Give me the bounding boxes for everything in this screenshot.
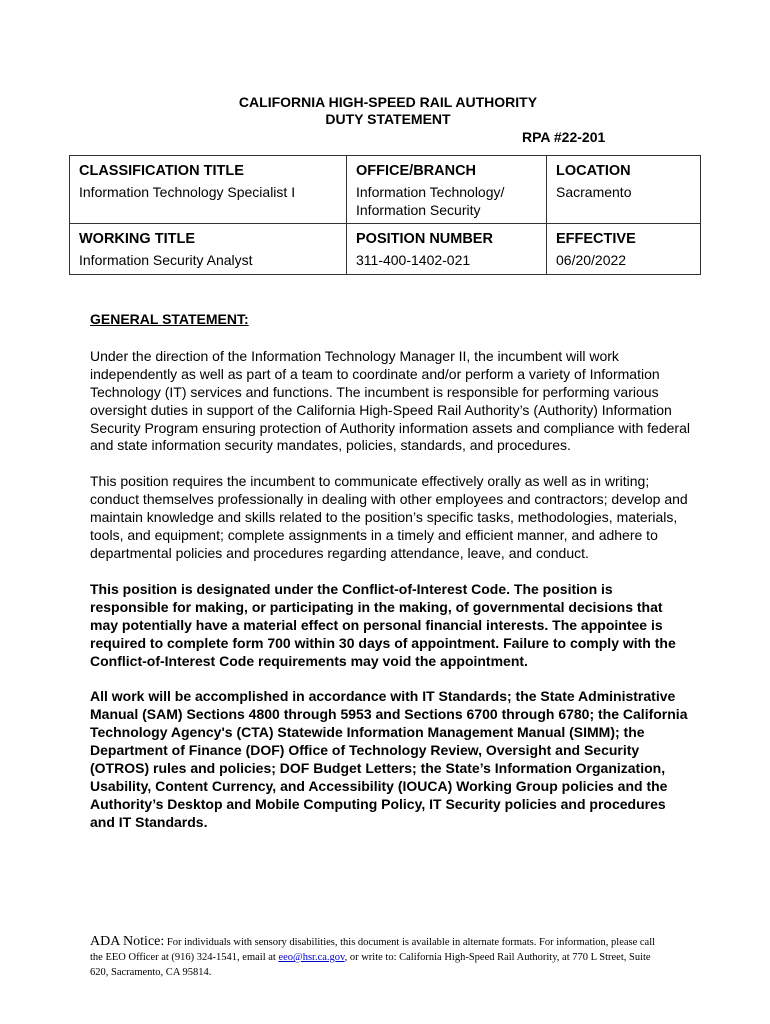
effective-label: EFFECTIVE <box>556 231 636 247</box>
office-branch-cell <box>347 156 547 224</box>
rpa-number: RPA #22-201 <box>522 129 606 145</box>
it-standards-paragraph: All work will be accomplished in accordance with IT Standards; the State Administrative Manual (SAM) Sections 4800 through 5953 and Sections 6700 through 6780; the California Technology Agency's (CTA) Statewide Information Management Manual (SIMM); the Department of Finance (DOF) Office of Technology Review, Oversight and Security (OTROS) rules and policies; DOF Budget Letters; the State’s Information Organization, Usability, Content Currency, and Accessibility (IOUCA) Working Group policies and the Authority’s Desktop and Mobile Computing Policy, IT Security policies and procedures and IT Standards. <box>90 688 688 830</box>
working-title-label: WORKING TITLE <box>79 231 195 247</box>
effective-value: 06/20/2022 <box>556 252 627 268</box>
ada-notice <box>90 934 665 980</box>
working-title-value: Information Security Analyst <box>79 252 253 268</box>
info-row-2 <box>70 224 701 275</box>
eeo-email-link[interactable]: eeo@hsr.ca.gov <box>278 952 345 963</box>
info-row-1 <box>70 156 701 224</box>
document-header <box>0 94 770 128</box>
location-label: LOCATION <box>556 163 631 179</box>
general-statement-paragraph-1: Under the direction of the Information Technology Manager II, the incumbent will work independently as well as part of a team to coordinate and/or perform a variety of Information Technology (IT) services and functions. The incumbent is responsible for performing various oversight duties in support of the California High-Speed Rail Authority’s (Authority) Information Security Program ensuring protection of Authority information assets and compliance with federal and state information security mandates, policies, standards, and procedures. <box>90 347 690 454</box>
position-number-cell <box>347 224 547 275</box>
document-title: DUTY STATEMENT <box>325 111 451 127</box>
classification-title-value: Information Technology Specialist I <box>79 184 296 200</box>
ada-notice-text-2: , or write to: California High-Speed Rail Authority, at 770 L Street, Suite 620, Sacramento, CA 95814. <box>90 952 651 978</box>
general-statement-section <box>90 311 690 850</box>
ada-notice-title: ADA Notice: <box>90 934 165 949</box>
general-statement-paragraph-2: This position requires the incumbent to communicate effectively orally as well as in writing; conduct themselves professionally in dealing with other employees and contractors; develop and maintain knowledge and skills related to the position’s specific tasks, methodologies, materials, tools, and equipment; complete assignments in a timely and efficient manner, and adhere to departmental policies and procedures regarding attendance, leave, and conduct. <box>90 473 688 561</box>
ada-notice-text-1: For individuals with sensory disabilities, this document is available in alternate formats. For information, please call the EEO Officer at (916) 324-1541, email at <box>90 937 656 963</box>
effective-cell <box>547 224 701 275</box>
location-value: Sacramento <box>556 184 632 200</box>
classification-title-cell <box>70 156 347 224</box>
organization-name: CALIFORNIA HIGH-SPEED RAIL AUTHORITY <box>238 94 538 110</box>
position-number-value: 311-400-1402-021 <box>356 252 471 268</box>
classification-title-label: CLASSIFICATION TITLE <box>79 163 244 179</box>
office-branch-label: OFFICE/BRANCH <box>356 163 477 179</box>
position-number-label: POSITION NUMBER <box>356 231 493 247</box>
working-title-cell <box>70 224 347 275</box>
office-branch-value-line2: Information Security <box>356 202 481 218</box>
conflict-of-interest-paragraph: This position is designated under the Conflict-of-Interest Code. The position is responsible for making, or participating in the making, of governmental decisions that may potentially have a material effect on personal financial interests. The appointee is required to complete form 700 within 30 days of appointment. Failure to comply with the Conflict-of-Interest Code requirements may void the appointment. <box>90 580 676 669</box>
office-branch-value-line1: Information Technology/ <box>356 184 505 200</box>
location-cell <box>547 156 701 224</box>
general-statement-heading: GENERAL STATEMENT: <box>90 311 249 327</box>
position-info-table <box>69 155 701 275</box>
